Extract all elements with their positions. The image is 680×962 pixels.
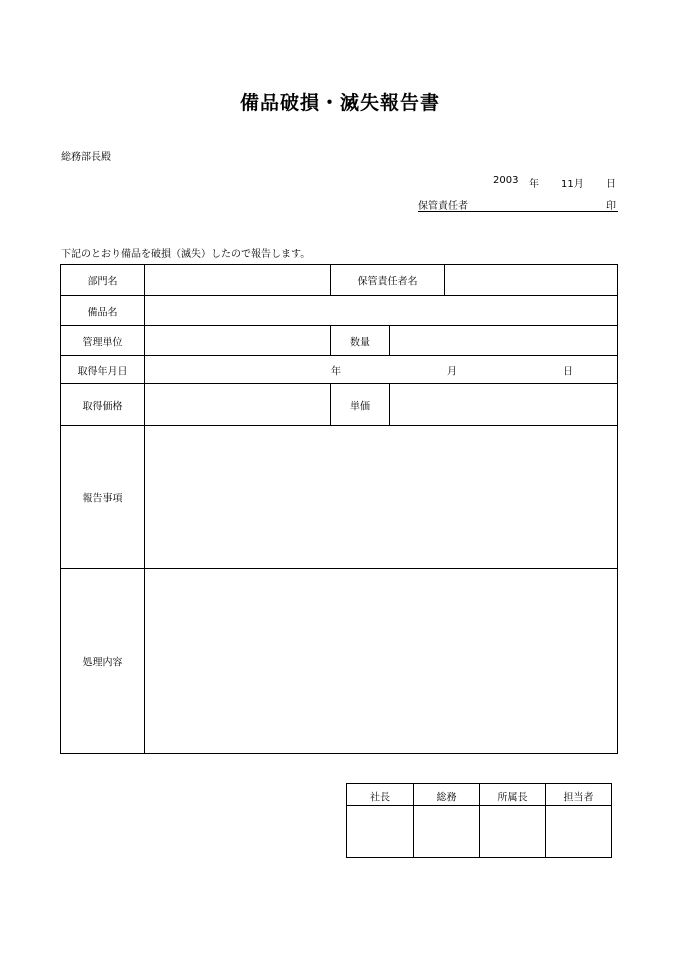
acquisition-date-label-cell — [60, 355, 145, 384]
acquisition-year-unit: 年 — [331, 366, 341, 377]
approval-president-label: 社長 — [370, 792, 390, 804]
quantity-label: 数量 — [350, 337, 370, 348]
disposal-label: 処理内容 — [82, 657, 123, 669]
approval-general-affairs-cell[interactable] — [413, 783, 480, 858]
unit-price-label: 単価 — [350, 401, 370, 412]
approval-person-in-charge-label: 担当者 — [563, 792, 594, 804]
report-items-label-cell — [60, 425, 145, 569]
approval-header-divider — [346, 805, 612, 806]
management-unit-label-cell — [60, 325, 145, 356]
keeper-name-label-cell — [330, 264, 445, 296]
acquisition-date-label: 取得年月日 — [77, 366, 128, 377]
date-year-unit: 年 — [529, 179, 539, 190]
date-day-unit: 日 — [606, 179, 616, 190]
addressee: 総務部長殿 — [61, 152, 111, 163]
approval-stamp-box — [346, 783, 612, 858]
item-name-field[interactable] — [144, 295, 618, 326]
quantity-label-cell — [330, 325, 390, 356]
unit-price-field[interactable] — [389, 383, 618, 426]
quantity-field[interactable] — [389, 325, 618, 356]
date-month: 11月 — [561, 179, 584, 190]
keeper-label: 保管責任者 — [418, 201, 468, 212]
acquisition-day-unit: 日 — [563, 366, 573, 377]
approval-president-cell[interactable] — [346, 783, 414, 858]
management-unit-label: 管理単位 — [82, 337, 123, 348]
management-unit-field[interactable] — [144, 325, 331, 356]
approval-department-head-label: 所属長 — [497, 792, 528, 804]
unit-price-label-cell — [330, 383, 390, 426]
report-items-label: 報告事項 — [82, 493, 123, 505]
page-title: 備品破損・滅失報告書 — [239, 92, 440, 114]
keeper-name-field[interactable] — [444, 264, 618, 296]
date-year: 2003 — [493, 175, 519, 186]
acquisition-date-field[interactable] — [144, 355, 618, 384]
acquisition-price-label-cell — [60, 383, 145, 426]
department-label: 部門名 — [87, 276, 118, 288]
disposal-field[interactable] — [144, 568, 618, 754]
approval-department-head-cell[interactable] — [479, 783, 546, 858]
item-name-label-cell — [60, 295, 145, 326]
disposal-label-cell — [60, 568, 145, 754]
approval-person-in-charge-cell[interactable] — [545, 783, 612, 858]
acquisition-month-unit: 月 — [447, 366, 457, 377]
intro-text: 下記のとおり備品を破損（滅失）したので報告します。 — [61, 249, 311, 260]
keeper-seal: 印 — [606, 201, 616, 212]
acquisition-price-label: 取得価格 — [82, 401, 123, 412]
report-form — [60, 264, 618, 754]
keeper-name-label: 保管責任者名 — [357, 276, 418, 288]
department-field[interactable] — [144, 264, 331, 296]
item-name-label: 備品名 — [87, 307, 118, 318]
acquisition-price-field[interactable] — [144, 383, 331, 426]
approval-general-affairs-label: 総務 — [436, 792, 457, 804]
department-label-cell — [60, 264, 145, 296]
report-items-field[interactable] — [144, 425, 618, 569]
